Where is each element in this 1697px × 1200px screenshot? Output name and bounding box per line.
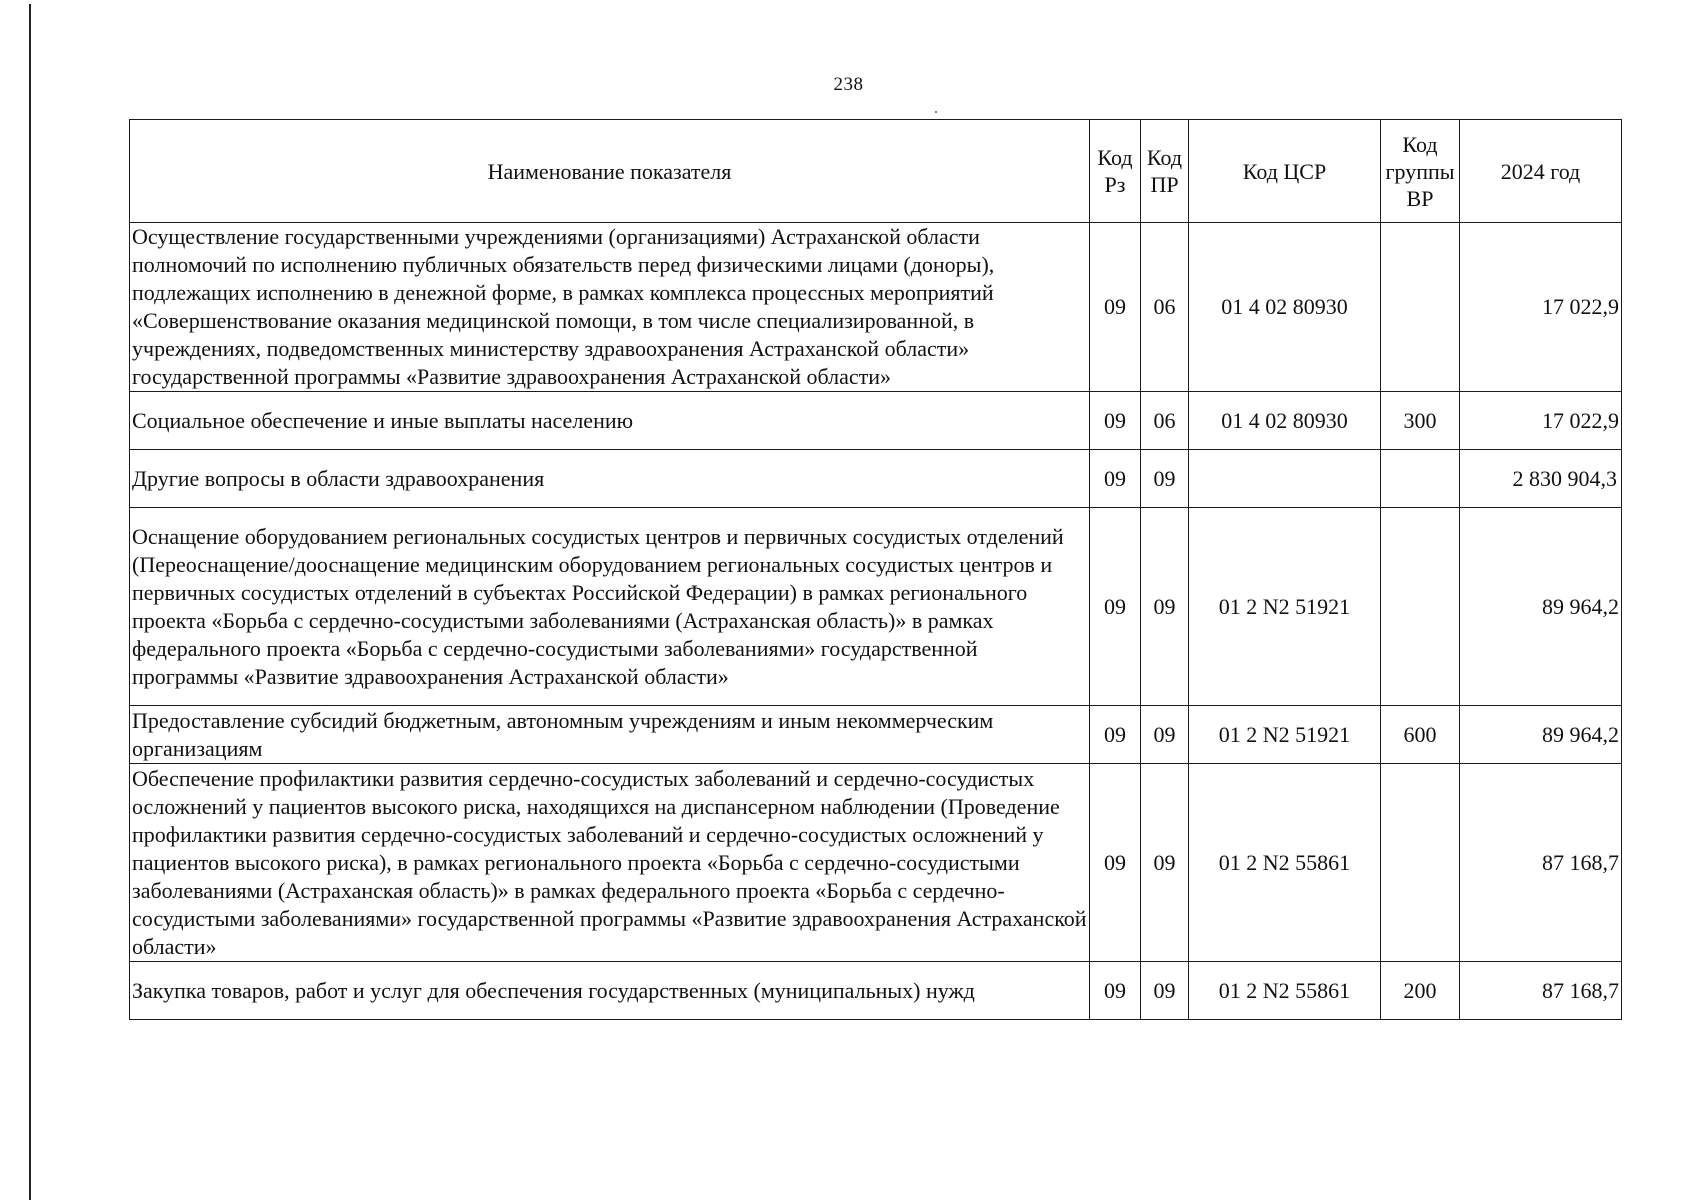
row-value: 2 830 904,3 [1460,450,1622,508]
row-vr [1381,764,1460,962]
budget-table [129,119,1622,1020]
row-vr: 200 [1381,962,1460,1020]
row-rz: 09 [1090,764,1141,962]
header-pr-line2: ПР [1150,172,1179,197]
header-rz-line1: Код [1097,145,1133,170]
header-vr [1381,120,1460,223]
row-value: 17 022,9 [1460,392,1622,450]
row-csr: 01 4 02 80930 [1189,223,1381,392]
table-row [130,392,1622,450]
table-row [130,508,1622,706]
table-row [130,962,1622,1020]
row-name: Социальное обеспечение и иные выплаты населению [130,392,1090,450]
table-row [130,764,1622,962]
row-pr: 06 [1141,392,1189,450]
header-csr [1189,120,1381,223]
row-rz: 09 [1090,508,1141,706]
row-pr: 09 [1141,962,1189,1020]
row-name: Закупка товаров, работ и услуг для обеспечения государственных (муниципальных) нужд [130,962,1090,1020]
row-csr: 01 2 N2 55861 [1189,764,1381,962]
header-name [130,120,1090,223]
header-vr-line3: ВР [1406,185,1434,211]
scan-speck [935,111,937,113]
row-vr [1381,450,1460,508]
binding-edge-line [29,4,31,1200]
header-year-label: 2024 год [1500,158,1581,184]
row-value: 89 964,2 [1460,706,1622,764]
row-name: Другие вопросы в области здравоохранения [130,450,1090,508]
row-name: Предоставление субсидий бюджетным, автономным учреждениям и иным некоммерческим организациям [130,706,1090,764]
row-rz: 09 [1090,450,1141,508]
row-vr [1381,508,1460,706]
row-pr: 09 [1141,508,1189,706]
row-csr: 01 2 N2 51921 [1189,706,1381,764]
header-pr [1141,120,1189,223]
row-pr: 06 [1141,223,1189,392]
row-rz: 09 [1090,392,1141,450]
row-rz: 09 [1090,223,1141,392]
row-csr: 01 2 N2 51921 [1189,508,1381,706]
row-pr: 09 [1141,764,1189,962]
row-value: 87 168,7 [1460,764,1622,962]
row-csr: 01 4 02 80930 [1189,392,1381,450]
row-rz: 09 [1090,706,1141,764]
row-vr: 300 [1381,392,1460,450]
header-name-label: Наименование показателя [487,158,732,184]
row-pr: 09 [1141,706,1189,764]
header-csr-label: Код ЦСР [1242,158,1327,184]
row-pr: 09 [1141,450,1189,508]
row-name: Оснащение оборудованием региональных сосудистых центров и первичных сосудистых отделений (Переоснащение/дооснащение медицинским оборудованием региональных сосудистых центров и первичных сосудистых отделений в субъектах Российской Федерации) в рамках регионального проекта «Борьба с сердечно-сосудистыми заболеваниями (Астраханская область)» в рамках федерального проекта «Борьба с сердечно-сосудистыми заболеваниями» государственной программы «Развитие здравоохранения Астраханской области» [130,508,1090,706]
row-csr: 01 2 N2 55861 [1189,962,1381,1020]
row-vr [1381,223,1460,392]
row-value: 17 022,9 [1460,223,1622,392]
row-name: Осуществление государственными учреждениями (организациями) Астраханской области полномочий по исполнению публичных обязательств перед физическими лицами (доноры), подлежащих исполнению в денежной форме, в рамках комплекса процессных мероприятий «Совершенствование оказания медицинской помощи, в том числе специализированной, в учреждениях, подведомственных министерству здравоохранения Астраханской области» государственной программы «Развитие здравоохранения Астраханской области» [130,223,1090,392]
header-rz [1090,120,1141,223]
table-header-row [130,120,1622,223]
row-csr [1189,450,1381,508]
row-rz: 09 [1090,962,1141,1020]
page-number: 238 [833,74,864,95]
row-value: 89 964,2 [1460,508,1622,706]
header-year [1460,120,1622,223]
table-row [130,450,1622,508]
table-row [130,223,1622,392]
header-vr-line2: группы [1385,158,1455,184]
row-value: 87 168,7 [1460,962,1622,1020]
header-pr-line1: Код [1146,145,1183,170]
header-vr-line1: Код [1402,131,1438,157]
header-rz-line2: Рз [1104,172,1126,197]
row-vr: 600 [1381,706,1460,764]
row-name: Обеспечение профилактики развития сердечно-сосудистых заболеваний и сердечно-сосудистых осложнений у пациентов высокого риска, находящихся на диспансерном наблюдении (Проведение профилактики развития сердечно-сосудистых заболеваний и сердечно-сосудистых осложнений у пациентов высокого риска), в рамках регионального проекта «Борьба с сердечно-сосудистыми заболеваниями (Астраханская область)» в рамках федерального проекта «Борьба с сердечно-сосудистыми заболеваниями» государственной программы «Развитие здравоохранения Астраханской области» [130,764,1090,962]
table-row [130,706,1622,764]
